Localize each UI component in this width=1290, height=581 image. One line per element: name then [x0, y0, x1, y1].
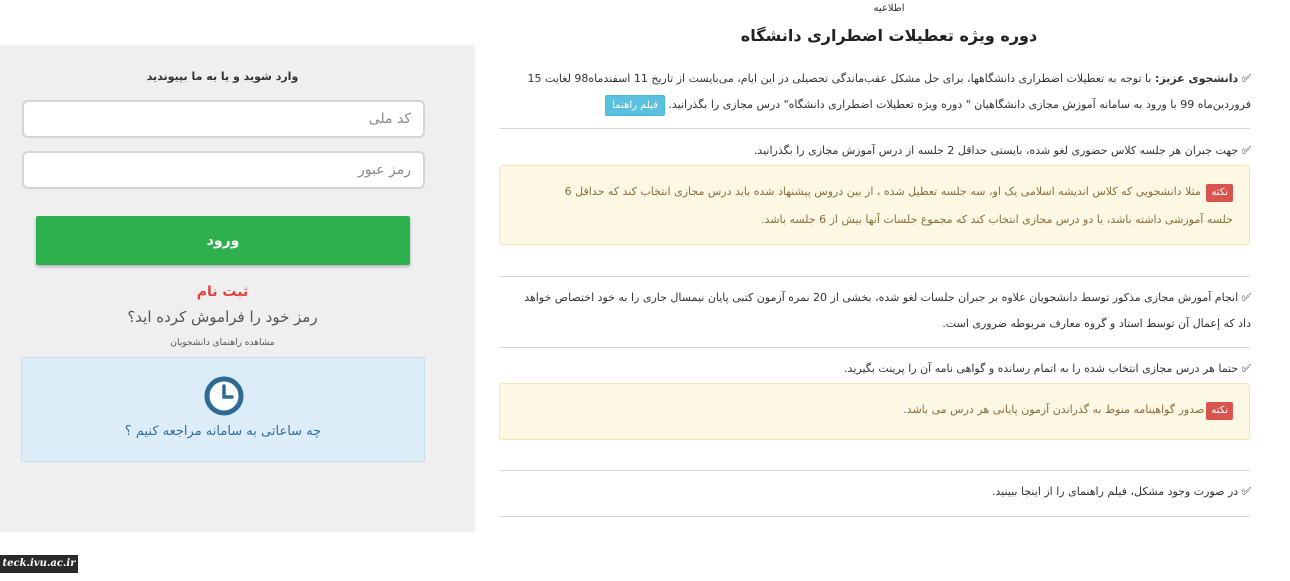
- announcement-item-1: [499, 66, 1251, 118]
- item-1-line-2: فروردین‌ماه 99 با ورود به سامانه آموزش مجازی دانشگاهیان " دوره ویژه تعطیلات اضطراری دانشگاه" درس مجازی را بگذرانید.: [668, 98, 1251, 111]
- divider: [499, 128, 1250, 129]
- item-2-text: جهت جبران هر جلسه کلاس حضوری لغو شده، بایستی حداقل 2 جلسه از درس آموزش مجازی را بگذرانید.: [753, 144, 1239, 157]
- announcement-title: دوره ویژه تعطیلات اضطراری دانشگاه: [740, 26, 1038, 45]
- register-link[interactable]: ثبت نام: [196, 284, 249, 300]
- announcement-item-4: [499, 356, 1251, 382]
- check-circle-icon: ✅︎: [1241, 144, 1251, 157]
- divider: [499, 470, 1250, 471]
- announcement-item-5[interactable]: [499, 479, 1251, 505]
- service-hours-text: چه ساعاتی به سامانه مراجعه کنیم ؟: [124, 424, 322, 439]
- login-heading: وارد شوید و یا به ما بپیوندید: [146, 70, 299, 83]
- note-badge: نکته: [1206, 402, 1233, 420]
- check-circle-icon: ✅︎: [1241, 362, 1251, 375]
- divider: [499, 276, 1250, 277]
- password-input[interactable]: [22, 151, 425, 189]
- item-1-line-1: با توجه به تعطیلات اضطراری دانشگاهها، برای حل مشکل عقب‌ماندگی تحصیلی در این ایام، می‌بایست از تاریخ 11 اسفندماه98 لغایت 15: [527, 72, 1155, 85]
- divider: [499, 516, 1250, 517]
- login-button[interactable]: ورود: [36, 216, 410, 265]
- item-1-bold: دانشجوی عزیز:: [1154, 72, 1239, 85]
- login-panel: [0, 45, 475, 532]
- item-3-line-1: انجام آموزش مجازی مذکور توسط دانشجویان علاوه بر جبران جلسات لغو شده، بخشی از 20 نمره آزمون کتبی پایان نیمسال جاری را به خود اختصاص خواهد: [524, 291, 1239, 304]
- student-guide-link[interactable]: مشاهده راهنمای دانشجویان: [170, 338, 275, 348]
- national-code-input[interactable]: [22, 100, 425, 138]
- clock-icon: [204, 376, 244, 416]
- note-box-1: [499, 165, 1250, 245]
- check-circle-icon: ✅︎: [1241, 291, 1251, 304]
- note-1-line-2: جلسه آموزشی داشته باشد، یا دو درس مجازی انتخاب کند که مجموع جلسات آنها بیش از 6 جلسه باشد.: [761, 213, 1233, 226]
- check-circle-icon: ✅︎: [1241, 72, 1251, 85]
- note-badge: نکته: [1206, 184, 1233, 202]
- divider: [499, 347, 1250, 348]
- note-1-line-1: مثلا دانشجویی که کلاس اندیشه اسلامی یک او، سه جلسه تعطیل شده ، از بین دروس پیشنهاد شده باید درس مجازی انتخاب کند که حداقل 6: [564, 185, 1201, 198]
- item-3-line-2: داد که إعمال آن توسط استاد و گروه معارف مربوطه ضروری است.: [942, 317, 1251, 330]
- check-circle-icon: ✅︎: [1241, 485, 1251, 498]
- item-5-text[interactable]: در صورت وجود مشکل، فیلم راهنمای را از اینجا ببینید.: [991, 485, 1239, 498]
- footer-logo: teck.ivu.ac.ir: [0, 555, 78, 573]
- announcement-item-3: [499, 285, 1251, 337]
- service-hours-box[interactable]: [21, 357, 425, 462]
- announcement-label: اطلاعیه: [873, 3, 905, 14]
- forgot-password-link[interactable]: رمز خود را فراموش کرده اید؟: [127, 308, 318, 326]
- note-box-2: [499, 383, 1250, 440]
- guide-video-button[interactable]: فیلم راهنما: [605, 95, 665, 116]
- item-4-text: حتما هر درس مجازی انتخاب شده را به اتمام رسانده و گواهی نامه آن را پرینت بگیرید.: [844, 362, 1239, 375]
- announcement-item-2: [499, 138, 1251, 164]
- note-2-text: صدور گواهینامه منوط به گذراندن آزمون پایانی هر درس می باشد.: [903, 403, 1205, 416]
